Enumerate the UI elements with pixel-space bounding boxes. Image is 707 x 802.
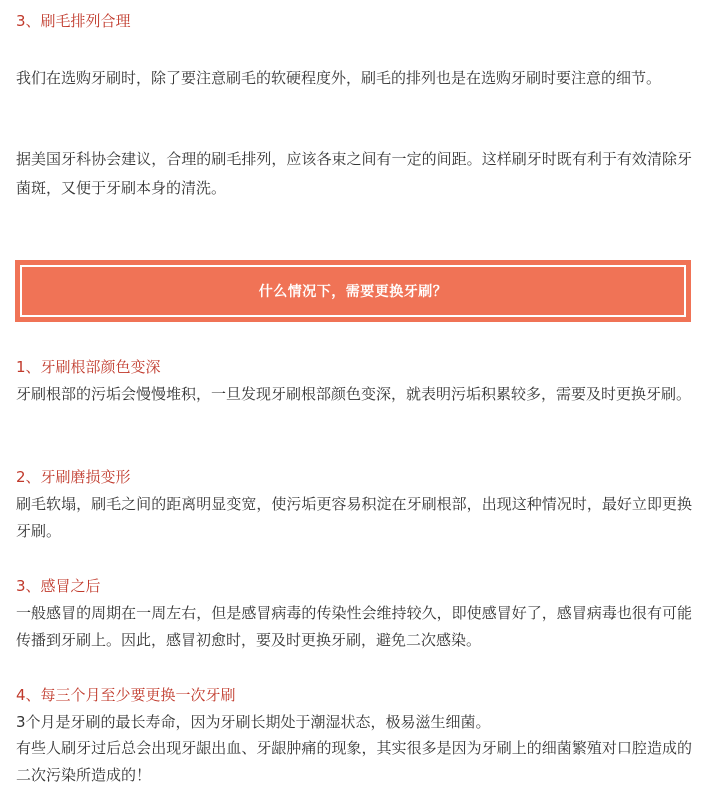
reason-body-4: 3个月是牙刷的最长寿命，因为牙刷长期处于潮湿状态，极易滋生细菌。: [16, 713, 491, 731]
paragraph-brush-arrangement-intro: 我们在选购牙刷时，除了要注意刷毛的软硬程度外，刷毛的排列也是在选购牙刷时要注意的细节。: [16, 69, 662, 87]
reason-heading-1: 1、牙刷根部颜色变深: [16, 358, 161, 376]
section-banner-title: 什么情况下，需要更换牙刷？: [258, 284, 448, 300]
reason-body-3: 一般感冒的周期在一周左右，但是感冒病毒的传染性会维持较久，即使感冒好了，感冒病毒也很有可能传播到牙刷上。因此，感冒初愈时，要及时更换牙刷，避免二次感染。: [16, 604, 692, 649]
reason-heading-2: 2、牙刷磨损变形: [16, 468, 131, 486]
reason-heading-3: 3、感冒之后: [16, 577, 101, 595]
reason-heading-4: 4、每三个月至少要更换一次牙刷: [16, 686, 236, 704]
section-banner-frame: [20, 265, 686, 317]
reason-body-4-extra: 有些人刷牙过后总会出现牙龈出血、牙龈肿痛的现象，其实很多是因为牙刷上的细菌繁殖对口腔造成的二次污染所造成的！: [16, 739, 692, 784]
reason-body-2: 刷毛软塌，刷毛之间的距离明显变宽，使污垢更容易积淀在牙刷根部，出现这种情况时，最好立即更换牙刷。: [16, 495, 692, 540]
section-heading-brush-arrangement: 3、刷毛排列合理: [16, 12, 131, 30]
paragraph-dental-association-advice: 据美国牙科协会建议，合理的刷毛排列，应该各束之间有一定的间距。这样刷牙时既有利于有效清除牙菌斑，又便于牙刷本身的清洗。: [16, 150, 692, 197]
reason-body-1: 牙刷根部的污垢会慢慢堆积，一旦发现牙刷根部颜色变深，就表明污垢积累较多，需要及时更换牙刷。: [16, 385, 692, 403]
section-banner: [15, 260, 691, 322]
